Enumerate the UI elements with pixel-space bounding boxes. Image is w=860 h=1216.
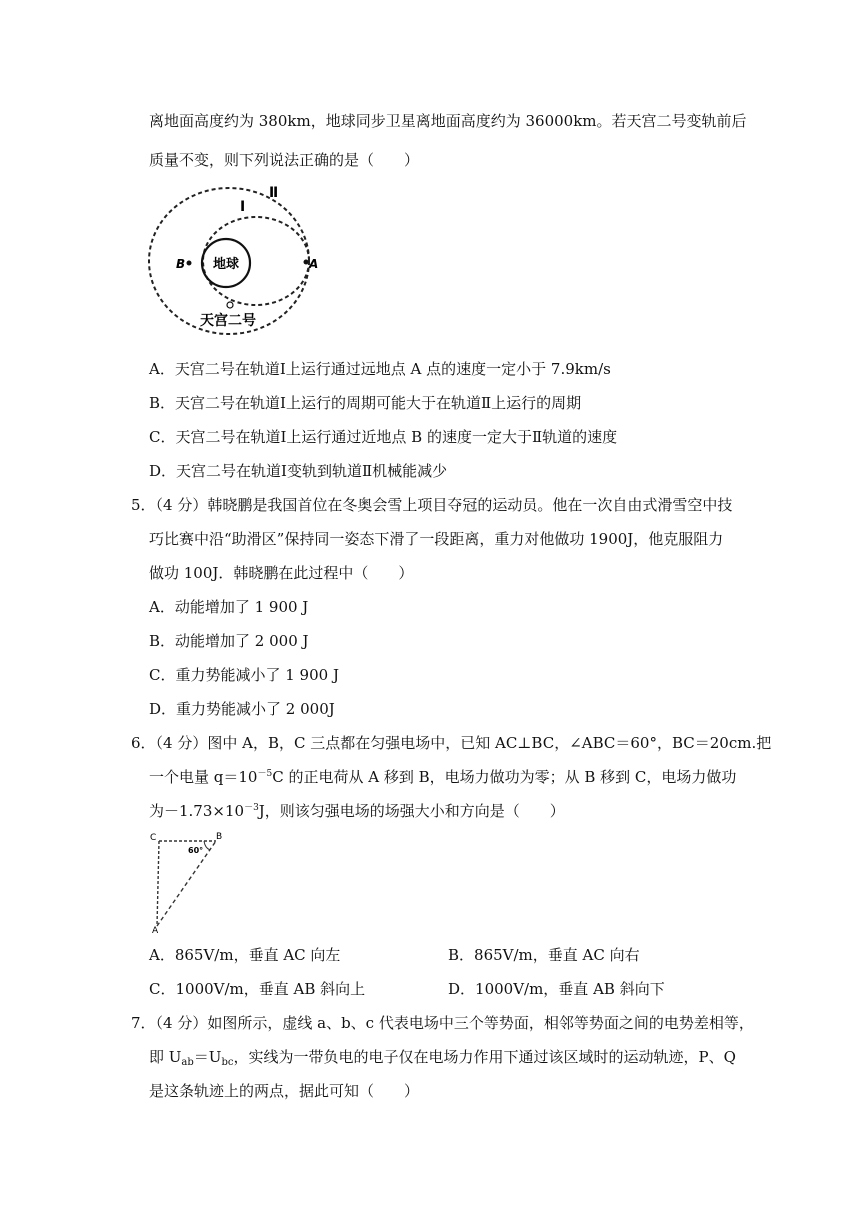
q5-option-c: C．重力势能减小了 1 900 J	[149, 666, 339, 684]
q6-line3-part-b: J，则该匀强电场的场强大小和方向是（ ）	[258, 802, 565, 820]
q5-option-b: B．动能增加了 2 000 J	[149, 632, 309, 650]
q7-line2-part-a: 即 U	[149, 1048, 182, 1066]
satellite-label: 天宫二号	[200, 313, 256, 329]
q6-line3-exponent: －3	[244, 803, 259, 813]
q7-subscript-ab: ab	[181, 1057, 194, 1068]
orbit-figure	[145, 180, 320, 340]
point-a-dot	[304, 260, 309, 265]
earth-label: 地球	[212, 257, 240, 272]
satellite-marker	[227, 302, 233, 308]
side-ca	[157, 841, 159, 926]
q6-option-d: D．1000V/m，垂直 AB 斜向下	[448, 980, 665, 998]
q7-line2-part-b: ＝U	[193, 1048, 222, 1066]
q6-option-c: C．1000V/m，垂直 AB 斜向上	[149, 980, 366, 998]
q5-option-a: A．动能增加了 1 900 J	[149, 598, 309, 616]
angle-arc	[204, 841, 210, 850]
q6-text-line-1: 6．（4 分）图中 A，B，C 三点都在匀强电场中，已知 AC⊥BC，∠ABC＝60°，BC＝20cm.把	[131, 734, 772, 752]
q7-text-line-2	[149, 1047, 736, 1067]
q6-text-line-3	[149, 801, 565, 821]
q7-subscript-bc: bc	[221, 1057, 234, 1068]
point-a-label: A	[152, 926, 159, 935]
q6-text-line-2	[149, 767, 736, 787]
point-b-dot	[187, 261, 192, 266]
q6-line3-part-a: 为－1.73×10	[149, 802, 245, 820]
q5-text-line-3: 做功 100J．韩晓鹏在此过程中（ ）	[149, 564, 414, 582]
q6-option-a: A．865V/m，垂直 AC 向左	[149, 946, 341, 964]
q4-option-d: D．天宫二号在轨道Ⅰ变轨到轨道Ⅱ机械能减少	[149, 462, 448, 480]
q5-text-line-1: 5．（4 分）韩晓鹏是我国首位在冬奥会雪上项目夺冠的运动员。他在一次自由式滑雪空中技	[131, 496, 733, 514]
orbit-i-label: Ⅰ	[240, 199, 246, 215]
point-b-label: B	[216, 832, 223, 842]
q4-option-a: A．天宫二号在轨道Ⅰ上运行通过远地点 A 点的速度一定小于 7.9km/s	[149, 360, 611, 378]
side-ab	[157, 841, 216, 926]
q7-line2-part-c: ，实线为一带负电的电子仅在电场力作用下通过该区域时的运动轨迹，P、Q	[233, 1048, 736, 1066]
q7-text-line-1: 7．（4 分）如图所示，虚线 a、b、c 代表电场中三个等势面，相邻等势面之间的电势差相等，	[131, 1014, 754, 1032]
point-b-label: B	[176, 257, 186, 271]
orbit-ii-label: Ⅱ	[269, 185, 279, 201]
triangle-figure	[148, 830, 228, 935]
point-c-label: C	[150, 833, 157, 843]
q6-line2-part-b: C 的正电荷从 A 移到 B，电场力做功为零；从 B 移到 C，电场力做功	[272, 768, 737, 786]
q4-text-line-2: 质量不变，则下列说法正确的是（ ）	[149, 151, 420, 169]
q5-option-d: D．重力势能减小了 2 000J	[149, 700, 335, 718]
q4-text-line-1: 离地面高度约为 380km，地球同步卫星离地面高度约为 36000km。若天宫二号变轨前后	[149, 112, 747, 130]
q7-text-line-3: 是这条轨迹上的两点，据此可知（ ）	[149, 1082, 420, 1100]
angle-label: 60°	[188, 846, 204, 855]
q6-line2-exponent: －5	[257, 769, 273, 779]
point-a-label: A	[309, 257, 319, 271]
q6-option-b: B．865V/m，垂直 AC 向右	[448, 946, 640, 964]
q5-text-line-2: 巧比赛中沿“助滑区”保持同一姿态下滑了一段距离，重力对他做功 1900J，他克服阻力	[149, 530, 724, 548]
q4-option-b: B．天宫二号在轨道Ⅰ上运行的周期可能大于在轨道Ⅱ上运行的周期	[149, 394, 582, 412]
q4-option-c: C．天宫二号在轨道Ⅰ上运行通过近地点 B 的速度一定大于Ⅱ轨道的速度	[149, 428, 618, 446]
q6-line2-part-a: 一个电量 q＝10	[149, 768, 258, 786]
